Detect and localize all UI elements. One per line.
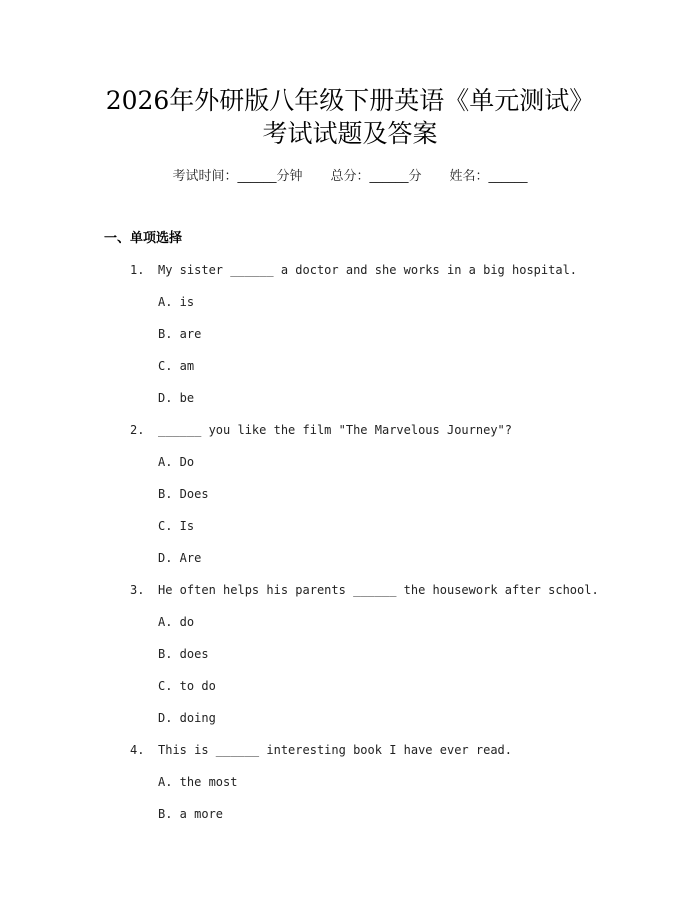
- question-3: [0, 581, 700, 613]
- option-label: B. a more: [158, 807, 224, 821]
- question-number: 4.: [130, 743, 145, 757]
- option-item: [0, 325, 700, 357]
- option-item: [0, 645, 700, 677]
- question-number: 1.: [130, 263, 145, 277]
- option-label: D. doing: [158, 711, 216, 725]
- option-label: D. Are: [158, 551, 202, 565]
- exam-time-field: 考试时间：______分钟: [172, 169, 303, 184]
- section-heading: 一、单项选择: [104, 231, 183, 246]
- option-item: [0, 805, 700, 837]
- option-label: C. am: [158, 359, 195, 373]
- option-label: A. Do: [158, 455, 195, 469]
- option-label: C. Is: [158, 519, 195, 533]
- question-text: This is ______ interesting book I have ever read.: [158, 743, 513, 757]
- option-item: [0, 517, 700, 549]
- option-item: [0, 357, 700, 389]
- question-1: [0, 261, 700, 293]
- question-text: My sister ______ a doctor and she works in a big hospital.: [158, 263, 578, 277]
- option-label: B. Does: [158, 487, 209, 501]
- option-label: A. the most: [158, 775, 238, 789]
- question-number: 2.: [130, 423, 145, 437]
- option-label: A. do: [158, 615, 195, 629]
- exam-info: [0, 168, 700, 186]
- option-item: [0, 293, 700, 325]
- option-label: C. to do: [158, 679, 216, 693]
- option-label: B. does: [158, 647, 209, 661]
- option-label: D. be: [158, 391, 195, 405]
- option-item: [0, 485, 700, 517]
- question-2: [0, 421, 700, 453]
- option-item: [0, 709, 700, 741]
- question-text: He often helps his parents ______ the housework after school.: [158, 583, 599, 597]
- option-item: [0, 677, 700, 709]
- student-name-field: 姓名：______: [449, 169, 528, 184]
- option-item: [0, 773, 700, 805]
- option-item: [0, 453, 700, 485]
- page-subtitle: 考试试题及答案: [262, 119, 438, 148]
- option-item: [0, 389, 700, 421]
- question-list: [0, 261, 700, 837]
- question-number: 3.: [130, 583, 145, 597]
- option-item: [0, 613, 700, 645]
- option-item: [0, 549, 700, 581]
- total-score-field: 总分：______分: [330, 169, 422, 184]
- page-title: 2026年外研版八年级下册英语《单元测试》: [105, 86, 595, 115]
- option-label: B. are: [158, 327, 202, 341]
- question-text: ______ you like the film "The Marvelous Journey"?: [158, 423, 513, 437]
- question-4: [0, 741, 700, 773]
- option-label: A. is: [158, 295, 195, 309]
